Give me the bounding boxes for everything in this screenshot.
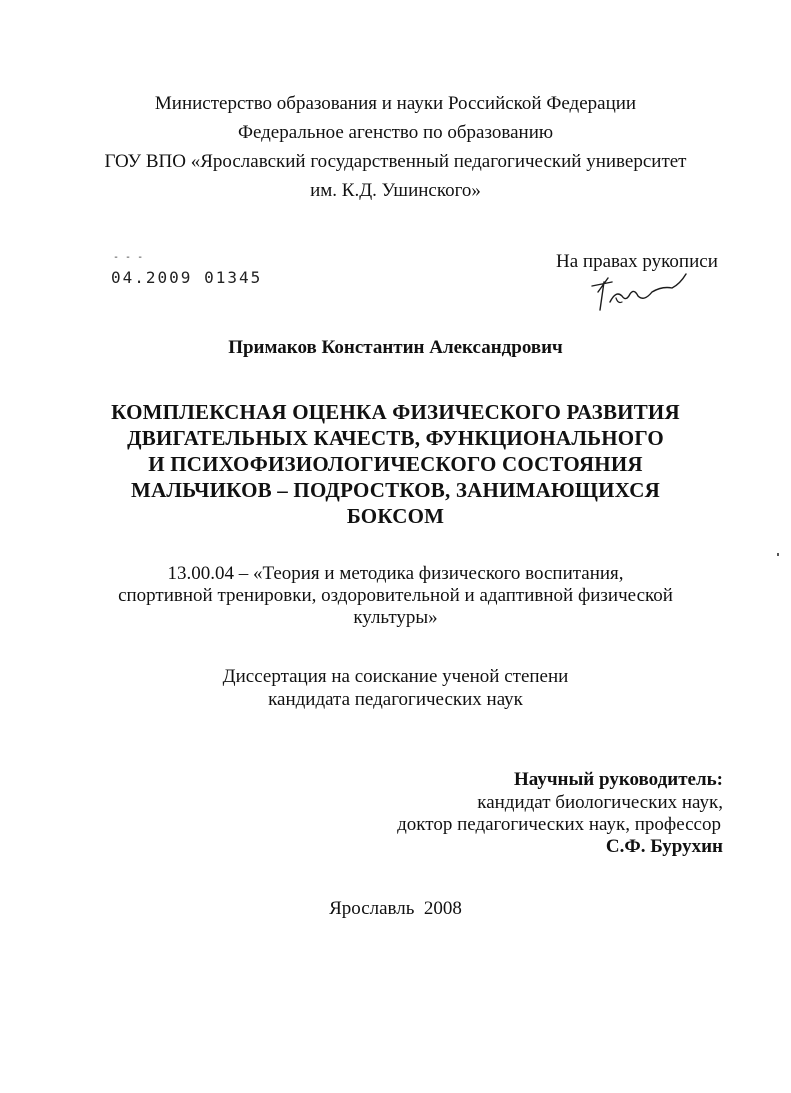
title-line-5: БОКСОМ <box>346 504 445 528</box>
title-line-3: И ПСИХОФИЗИОЛОГИЧЕСКОГО СОСТОЯНИЯ <box>148 452 643 476</box>
agency-line: Федеральное агенство по образованию <box>237 122 554 143</box>
archive-number: 04.2009 01345 <box>111 268 263 287</box>
title-line-1: КОМПЛЕКСНАЯ ОЦЕНКА ФИЗИЧЕСКОГО РАЗВИТИЯ <box>111 400 680 424</box>
specialty-line-1: 13.00.04 – «Теория и методика физического воспитания, <box>167 563 624 584</box>
author-name: Примаков Константин Александрович <box>228 337 563 358</box>
specialty-line-3: культуры» <box>353 607 438 628</box>
title-line-4: МАЛЬЧИКОВ – ПОДРОСТКОВ, ЗАНИМАЮЩИХСЯ <box>131 478 660 502</box>
city-year: Ярославль 2008 <box>329 898 462 919</box>
specialty-line-2: спортивной тренировки, оздоровительной и адаптивной физической <box>118 585 673 606</box>
scan-speck <box>777 553 779 556</box>
supervisor-name: С.Ф. Бурухин <box>605 836 723 857</box>
degree-line-2: кандидата педагогических наук <box>268 689 523 710</box>
supervisor-degree-1: кандидат биологических наук, <box>477 792 723 813</box>
archive-dashes: - - - <box>113 252 144 263</box>
manuscript-rights: На правах рукописи <box>556 251 718 272</box>
university-name-line: им. К.Д. Ушинского» <box>310 180 481 201</box>
university-line: ГОУ ВПО «Ярославский государственный педагогический университет <box>104 151 687 172</box>
ministry-line: Министерство образования и науки Российской Федерации <box>154 93 637 114</box>
degree-line-1: Диссертация на соискание ученой степени <box>222 666 569 687</box>
handwritten-signature <box>582 272 692 322</box>
supervisor-degree-2: доктор педагогических наук, профессор <box>397 814 721 835</box>
supervisor-heading: Научный руководитель: <box>514 769 723 790</box>
title-line-2: ДВИГАТЕЛЬНЫХ КАЧЕСТВ, ФУНКЦИОНАЛЬНОГО <box>127 426 664 450</box>
